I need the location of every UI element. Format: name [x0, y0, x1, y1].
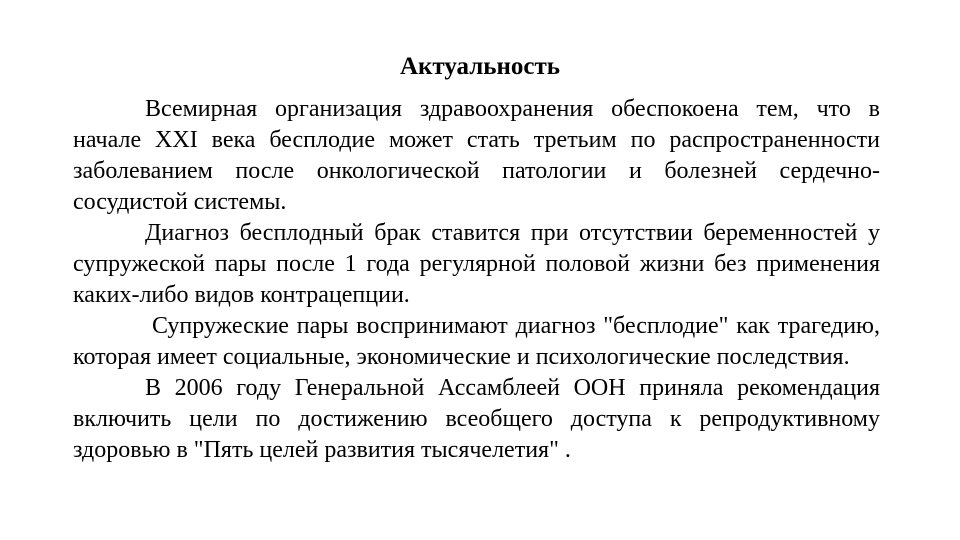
paragraph-couples-perception: Супружеские пары воспринимают диагноз "бесплодие" как трагедию, которая имеет социальные, экономические и психологические последствия. — [73, 313, 880, 370]
paragraph-who-concern: Всемирная организация здравоохранения обеспокоена тем, что в начале XXI века бесплодие может стать третьим по распространенности заболеванием после онкологической патологии и болезней сердечно-сосудистой системы. — [73, 96, 880, 215]
paragraph-un-recommendation: В 2006 году Генеральной Ассамблеей ООН приняла рекомендация включить цели по достижению всеобщего доступа к репродуктивному здоровью в "Пять целей развития тысячелетия" . — [73, 375, 880, 463]
slide-body — [73, 94, 880, 466]
paragraph-diagnosis-definition: Диагноз бесплодный брак ставится при отсутствии беременностей у супружеской пары после 1 года регулярной половой жизни без применения каких-либо видов контрацепции. — [73, 220, 880, 308]
slide-title: Актуальность — [399, 53, 561, 80]
